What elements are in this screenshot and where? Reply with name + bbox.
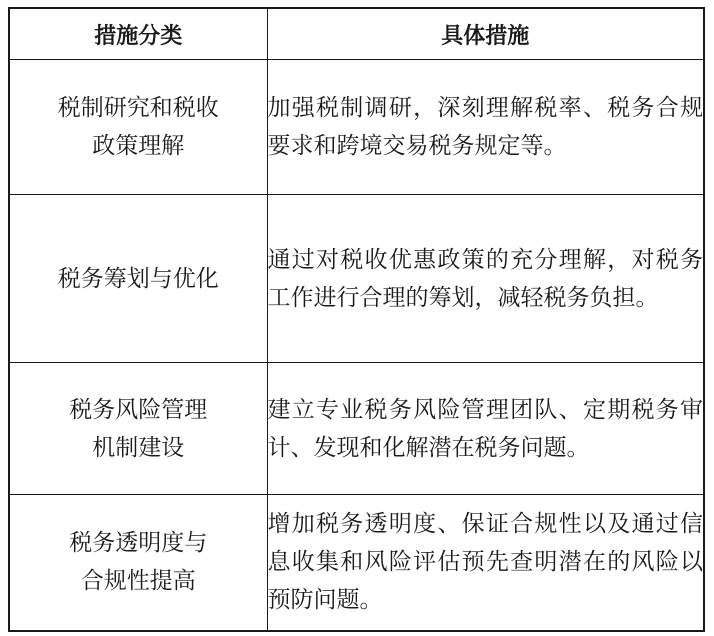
measures-table xyxy=(8,7,705,632)
table-row xyxy=(9,195,704,363)
category-cell xyxy=(9,495,267,631)
category-line: 税务透明度与 xyxy=(69,530,208,557)
header-category: 措施分类 xyxy=(9,8,267,60)
measure-cell: 增加税务透明度、保证合规性以及通过信息收集和风险评估预先查明潜在的风险以预防问题。 xyxy=(267,495,704,631)
category-line: 税制研究和税收 xyxy=(57,95,219,121)
category-cell xyxy=(9,60,267,195)
measure-cell: 加强税制调研，深刻理解税率、税务合规要求和跨境交易税务规定等。 xyxy=(267,60,704,195)
category-line: 税务风险管理 xyxy=(69,396,208,423)
header-measures: 具体措施 xyxy=(267,8,704,60)
table-row xyxy=(9,363,704,495)
table-row xyxy=(9,495,704,631)
category-cell xyxy=(9,195,267,363)
measure-cell: 通过对税收优惠政策的充分理解，对税务工作进行合理的筹划，减轻税务负担。 xyxy=(267,195,704,363)
category-line: 税务筹划与优化 xyxy=(57,265,219,292)
category-line: 合规性提高 xyxy=(80,568,196,595)
header-row xyxy=(9,8,704,60)
table-row xyxy=(9,60,704,195)
category-line: 机制建设 xyxy=(92,434,185,461)
category-line: 政策理解 xyxy=(92,133,185,159)
measure-cell: 建立专业税务风险管理团队、定期税务审计、发现和化解潜在税务问题。 xyxy=(267,363,704,495)
category-cell xyxy=(9,363,267,495)
